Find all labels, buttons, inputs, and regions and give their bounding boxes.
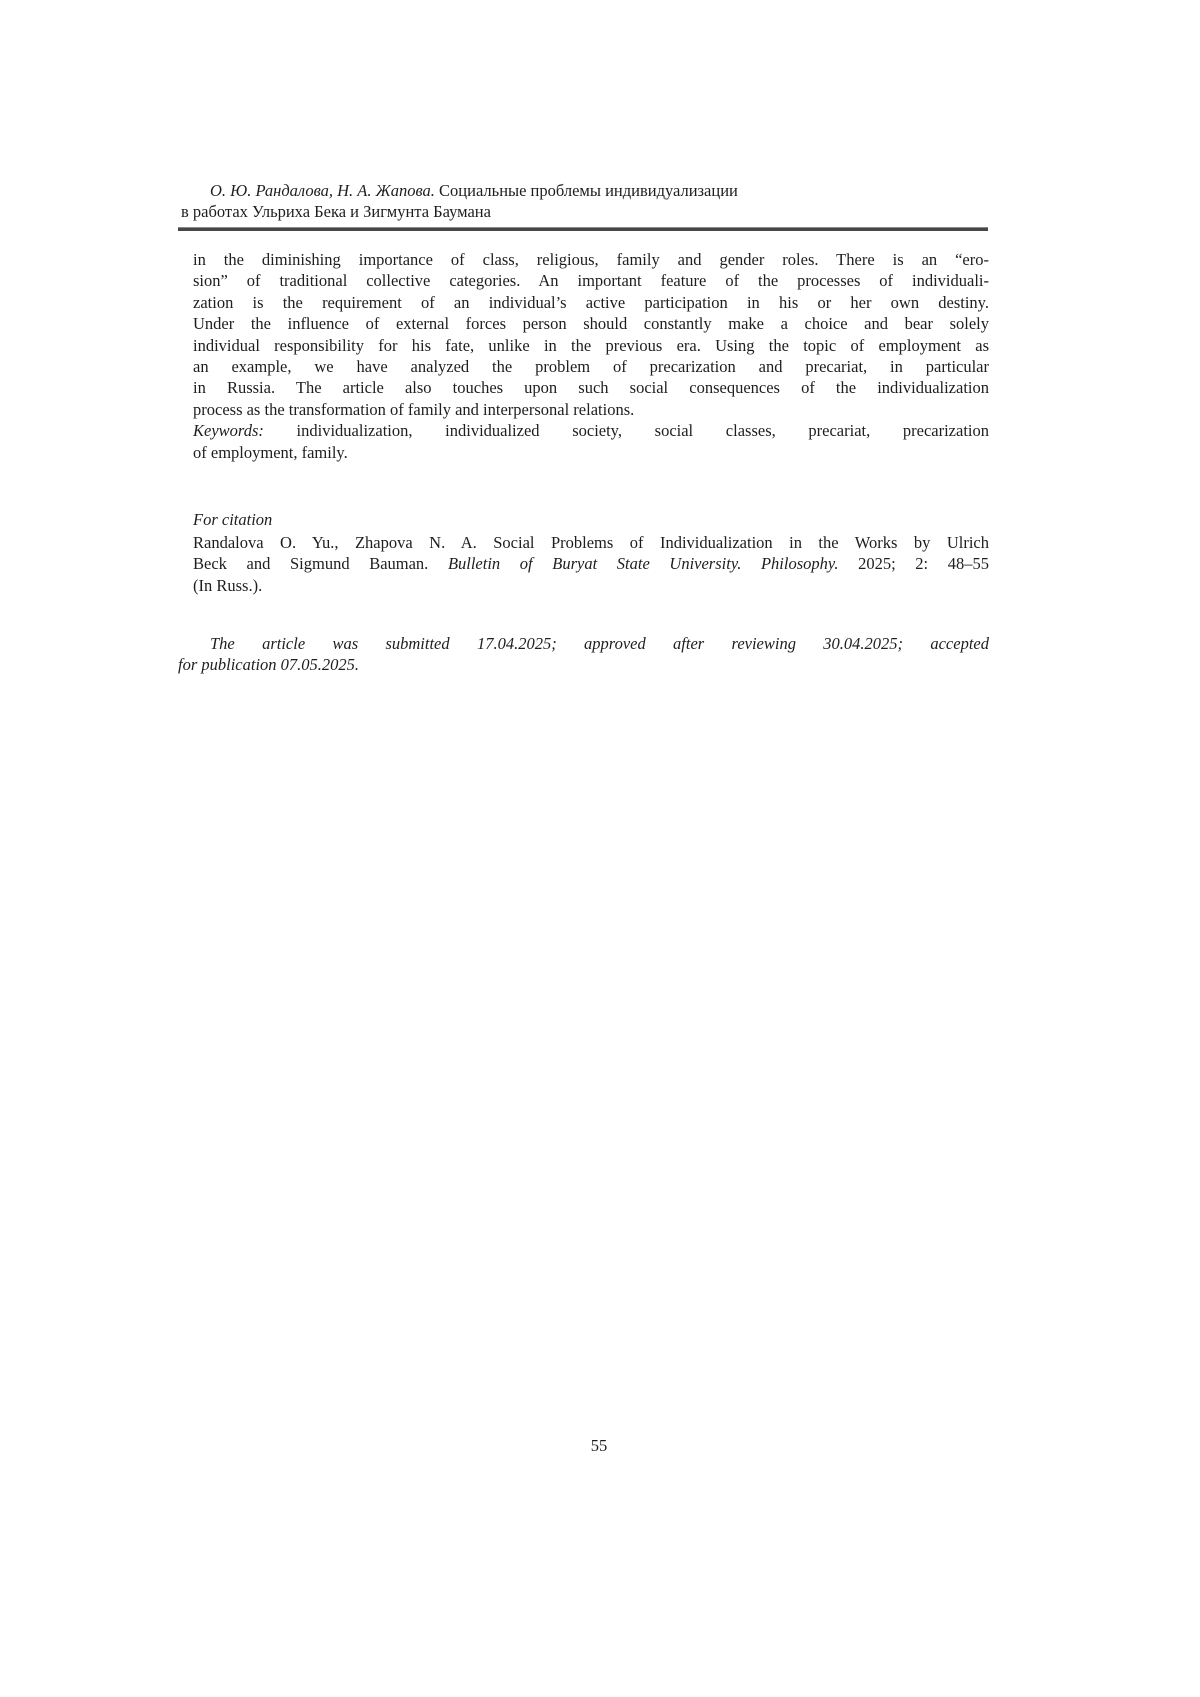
submission-dates-text: [178, 633, 989, 676]
text-run: in Russia. The article also touches upon such social consequences of the individualization: [193, 378, 989, 398]
text-run: individual responsibility for his fate, unlike in the previous era. Using the topic of employment as: [193, 335, 989, 355]
text-run: sion” of traditional collective categories. An important feature of the processes of individuali-: [193, 271, 989, 291]
text-run: of employment, family.: [193, 442, 348, 462]
text-run: an example, we have analyzed the problem of precarization and precariat, in particular: [193, 357, 989, 377]
text-run: in the diminishing importance of class, religious, family and gender roles. There is an “ero-: [193, 250, 989, 269]
running-header: [181, 180, 988, 223]
text-run: 2025; 2: 48–55: [838, 554, 989, 574]
text-line: [193, 270, 989, 291]
text-line: [193, 399, 989, 420]
text-run: (In Russ.).: [193, 575, 263, 595]
page-footer: [194, 1436, 1004, 1456]
header-rule: [178, 227, 988, 231]
text-line: [193, 335, 989, 356]
text-line: [193, 532, 989, 553]
text-line: [178, 633, 989, 654]
italic-text-run: О. Ю. Рандалова, Н. А. Жапова.: [210, 181, 435, 200]
text-run: Социальные проблемы индивидуализации: [434, 181, 738, 200]
text-run: Beck and Sigmund Bauman.: [193, 554, 448, 574]
text-line: [193, 442, 989, 463]
text-run: в работах Ульриха Бека и Зигмунта Баумана: [181, 202, 491, 222]
italic-text-run: The article was submitted 17.04.2025; approved after reviewing 30.04.2025; accepted: [210, 634, 989, 653]
text-line: [193, 377, 989, 398]
text-line: [178, 654, 989, 675]
text-line: [193, 553, 989, 574]
text-line: [193, 575, 989, 596]
for-citation-heading: [193, 509, 989, 530]
text-run: Randalova O. Yu., Zhapova N. A. Social Problems of Individualization in the Works by Ulrich: [193, 533, 989, 552]
text-run: process as the transformation of family and interpersonal relations.: [193, 399, 635, 419]
text-run: Under the influence of external forces person should constantly make a choice and bear solely: [193, 314, 989, 334]
italic-text-run: Keywords:: [193, 421, 264, 441]
text-line: [193, 292, 989, 313]
text-line: [193, 356, 989, 377]
italic-text-run: for publication 07.05.2025.: [178, 655, 360, 675]
text-line: [181, 180, 988, 201]
abstract-text: [193, 249, 989, 463]
italic-text-run: For citation: [193, 510, 273, 529]
text-line: [193, 249, 989, 270]
text-line: [181, 201, 988, 222]
text-line: [193, 509, 989, 530]
page-number: 55: [590, 1436, 608, 1455]
text-line: [193, 313, 989, 334]
text-run: individualization, individualized society, social classes, precariat, precarization: [263, 421, 989, 441]
italic-text-run: Bulletin of Buryat State University. Philosophy.: [447, 554, 839, 574]
text-line: [193, 420, 989, 441]
text-run: zation is the requirement of an individual’s active participation in his or her own destiny.: [193, 292, 989, 312]
citation-text: [193, 532, 989, 596]
